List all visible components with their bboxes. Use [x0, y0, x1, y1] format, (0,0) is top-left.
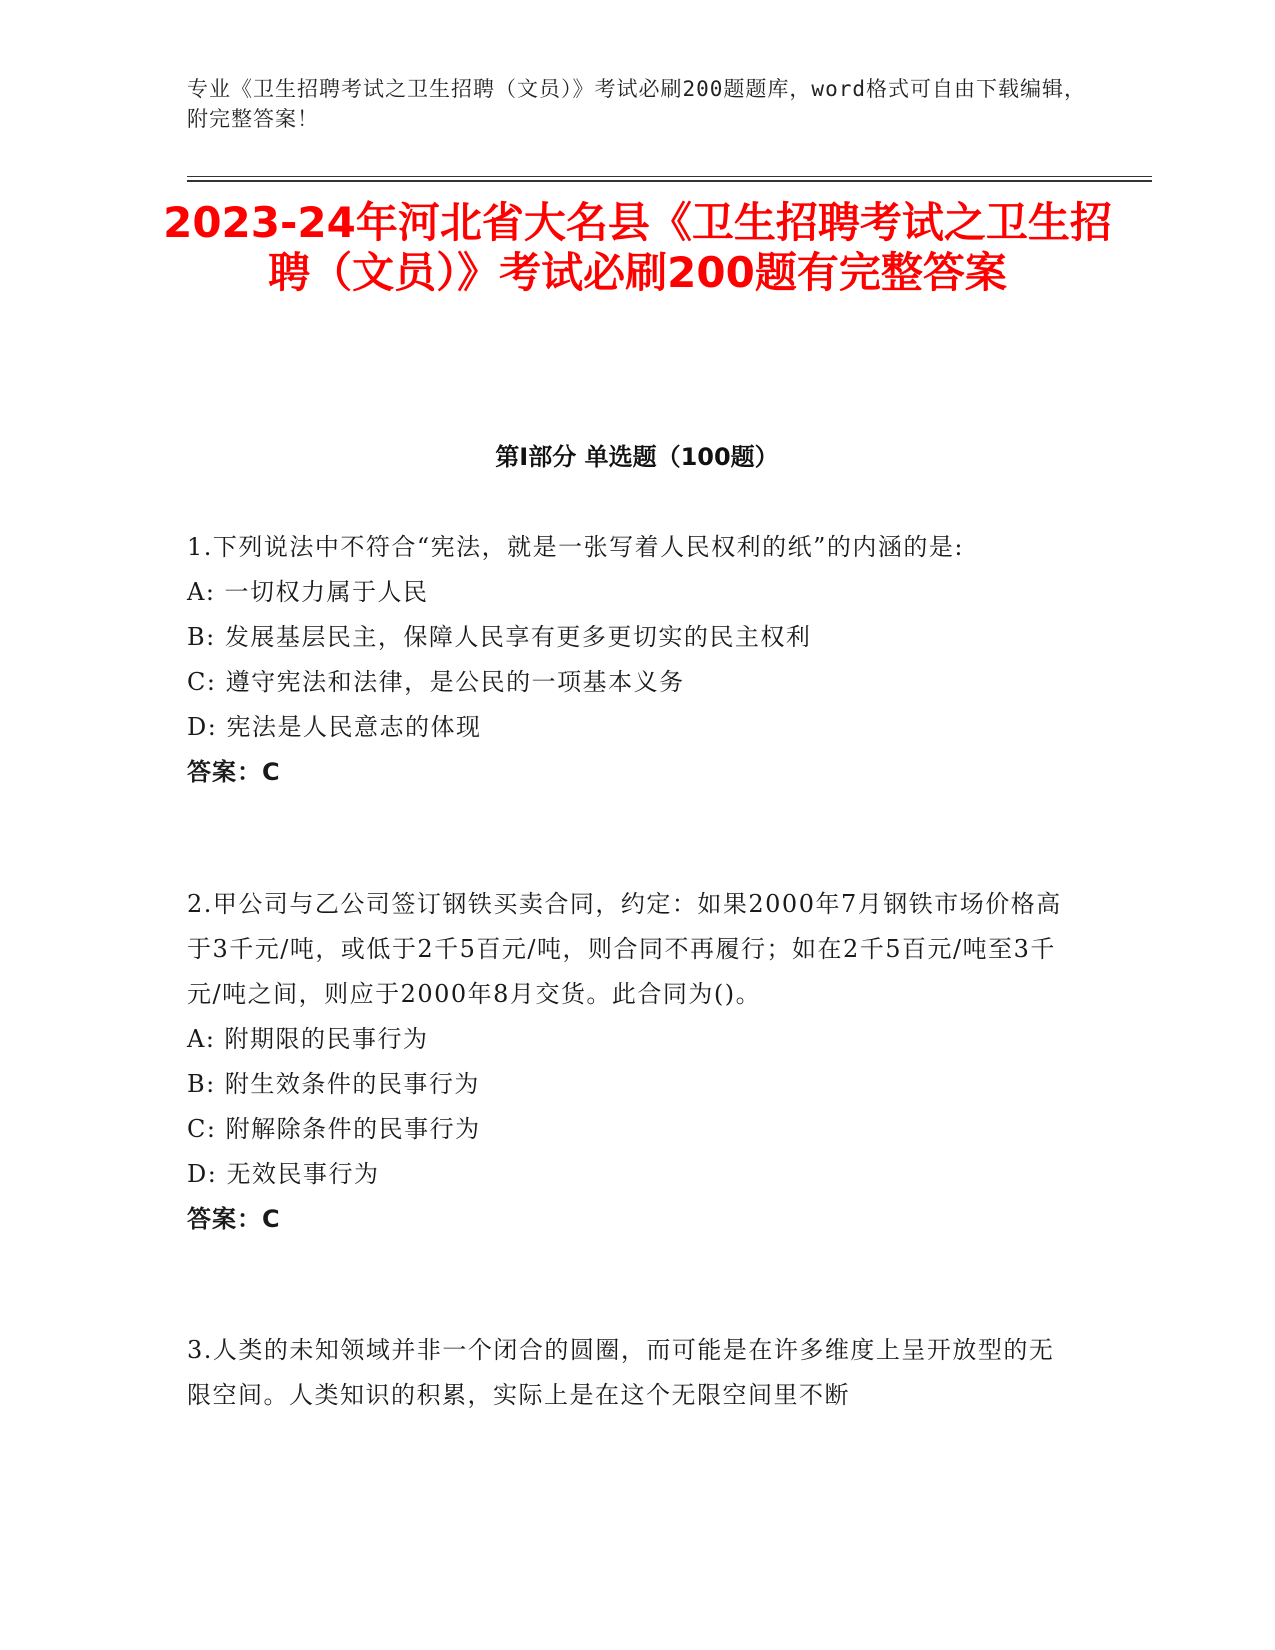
section-title: 第Ⅰ部分 单选题（100题） [495, 443, 779, 471]
question-1 [187, 525, 1077, 795]
option-c: C: 附解除条件的民事行为 [187, 1115, 481, 1143]
header-divider-thin [187, 176, 1152, 177]
document-title: 2023-24年河北省大名县《卫生招聘考试之卫生招聘（文员）》考试必刷200题有完整答案 [163, 198, 1112, 297]
option-d: D: 无效民事行为 [187, 1160, 380, 1188]
option-d: D: 宪法是人民意志的体现 [187, 713, 482, 741]
header-note: 专业《卫生招聘考试之卫生招聘（文员）》考试必刷200题题库，word格式可自由下载编辑，附完整答案！ [187, 77, 1086, 131]
header-divider-thick [187, 180, 1152, 182]
answer: 答案：C [187, 1205, 281, 1233]
answer: 答案：C [187, 758, 281, 786]
question-3 [187, 1328, 1077, 1418]
question-2 [187, 882, 1077, 1242]
option-a: A: 附期限的民事行为 [187, 1025, 429, 1053]
option-b: B: 发展基层民主，保障人民享有更多更切实的民主权利 [187, 623, 812, 651]
option-c: C: 遵守宪法和法律，是公民的一项基本义务 [187, 668, 685, 696]
question-stem: 1.下列说法中不符合“宪法，就是一张写着人民权利的纸”的内涵的是: [187, 533, 965, 561]
option-a: A: 一切权力属于人民 [187, 578, 429, 606]
question-stem: 2.甲公司与乙公司签订钢铁买卖合同，约定：如果2000年7月钢铁市场价格高于3千元/吨，或低于2千5百元/吨，则合同不再履行；如在2千5百元/吨至3千元/吨之间，则应于2000年8月交货。此合同为()。 [187, 890, 1062, 1008]
question-stem: 3.人类的未知领域并非一个闭合的圆圈，而可能是在许多维度上呈开放型的无限空间。人类知识的积累，实际上是在这个无限空间里不断 [187, 1336, 1055, 1409]
option-b: B: 附生效条件的民事行为 [187, 1070, 480, 1098]
